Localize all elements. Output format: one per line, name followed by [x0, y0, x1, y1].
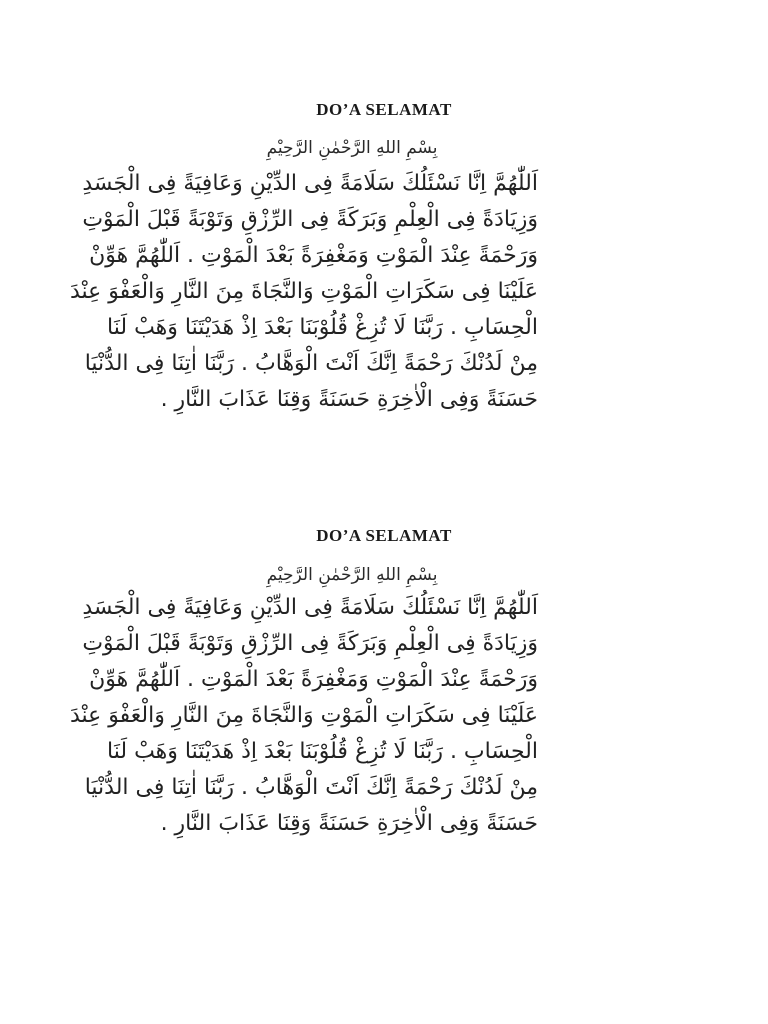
prayer-line: مِنْ لَدُنْكَ رَحْمَةً اِنَّكَ اَنْتَ الْوَهَّابُ . رَبَّنَا اٰتِنَا فِى الدُّنْيَا: [84, 775, 538, 800]
prayer-line: الْحِسَابِ . رَبَّنَا لَا تُزِغْ قُلُوْبَنَا بَعْدَ اِذْ هَدَيْتَنَا وَهَبْ لَنَا: [107, 739, 538, 764]
block-title: DO’A SELAMAT: [316, 526, 452, 545]
prayer-line: اَللّٰهُمَّ اِنَّا نَسْئَلُكَ سَلَامَةً فِى الدِّيْنِ وَعَافِيَةً فِى الْجَسَدِ: [82, 595, 538, 620]
prayer-line: اَللّٰهُمَّ اِنَّا نَسْئَلُكَ سَلَامَةً فِى الدِّيْنِ وَعَافِيَةً فِى الْجَسَدِ: [82, 171, 538, 196]
prayer-text: [69, 166, 538, 418]
doa-selamat-block-2: [0, 480, 768, 950]
prayer-line: حَسَنَةً وَفِى الْاٰخِرَةِ حَسَنَةً وَقِنَا عَذَابَ النَّارِ .: [160, 811, 538, 836]
prayer-line: وَزِيَادَةً فِى الْعِلْمِ وَبَرَكَةً فِى الرِّزْقِ وَتَوْبَةً قَبْلَ الْمَوْتِ: [82, 207, 538, 232]
prayer-line: عَلَيْنَا فِى سَكَرَاتِ الْمَوْتِ وَالنَّجَاةَ مِنَ النَّارِ وَالْعَفْوَ عِنْدَ: [69, 703, 538, 728]
doa-selamat-block-1: [0, 0, 768, 480]
prayer-line: حَسَنَةً وَفِى الْاٰخِرَةِ حَسَنَةً وَقِنَا عَذَابَ النَّارِ .: [160, 387, 538, 412]
basmala: بِسْمِ اللهِ الرَّحْمٰنِ الرَّحِيْمِ: [266, 138, 438, 158]
prayer-line: وَرَحْمَةً عِنْدَ الْمَوْتِ وَمَغْفِرَةً بَعْدَ الْمَوْتِ . اَللّٰهُمَّ هَوِّنْ: [89, 243, 538, 268]
prayer-line: وَزِيَادَةً فِى الْعِلْمِ وَبَرَكَةً فِى الرِّزْقِ وَتَوْبَةً قَبْلَ الْمَوْتِ: [82, 631, 538, 656]
prayer-line: وَرَحْمَةً عِنْدَ الْمَوْتِ وَمَغْفِرَةً بَعْدَ الْمَوْتِ . اَللّٰهُمَّ هَوِّنْ: [89, 667, 538, 692]
basmala: بِسْمِ اللهِ الرَّحْمٰنِ الرَّحِيْمِ: [266, 565, 438, 585]
block-title: DO’A SELAMAT: [316, 100, 452, 119]
prayer-line: الْحِسَابِ . رَبَّنَا لَا تُزِغْ قُلُوْبَنَا بَعْدَ اِذْ هَدَيْتَنَا وَهَبْ لَنَا: [107, 315, 538, 340]
prayer-text: [69, 590, 538, 842]
prayer-line: عَلَيْنَا فِى سَكَرَاتِ الْمَوْتِ وَالنَّجَاةَ مِنَ النَّارِ وَالْعَفْوَ عِنْدَ: [69, 279, 538, 304]
prayer-line: مِنْ لَدُنْكَ رَحْمَةً اِنَّكَ اَنْتَ الْوَهَّابُ . رَبَّنَا اٰتِنَا فِى الدُّنْيَا: [84, 351, 538, 376]
